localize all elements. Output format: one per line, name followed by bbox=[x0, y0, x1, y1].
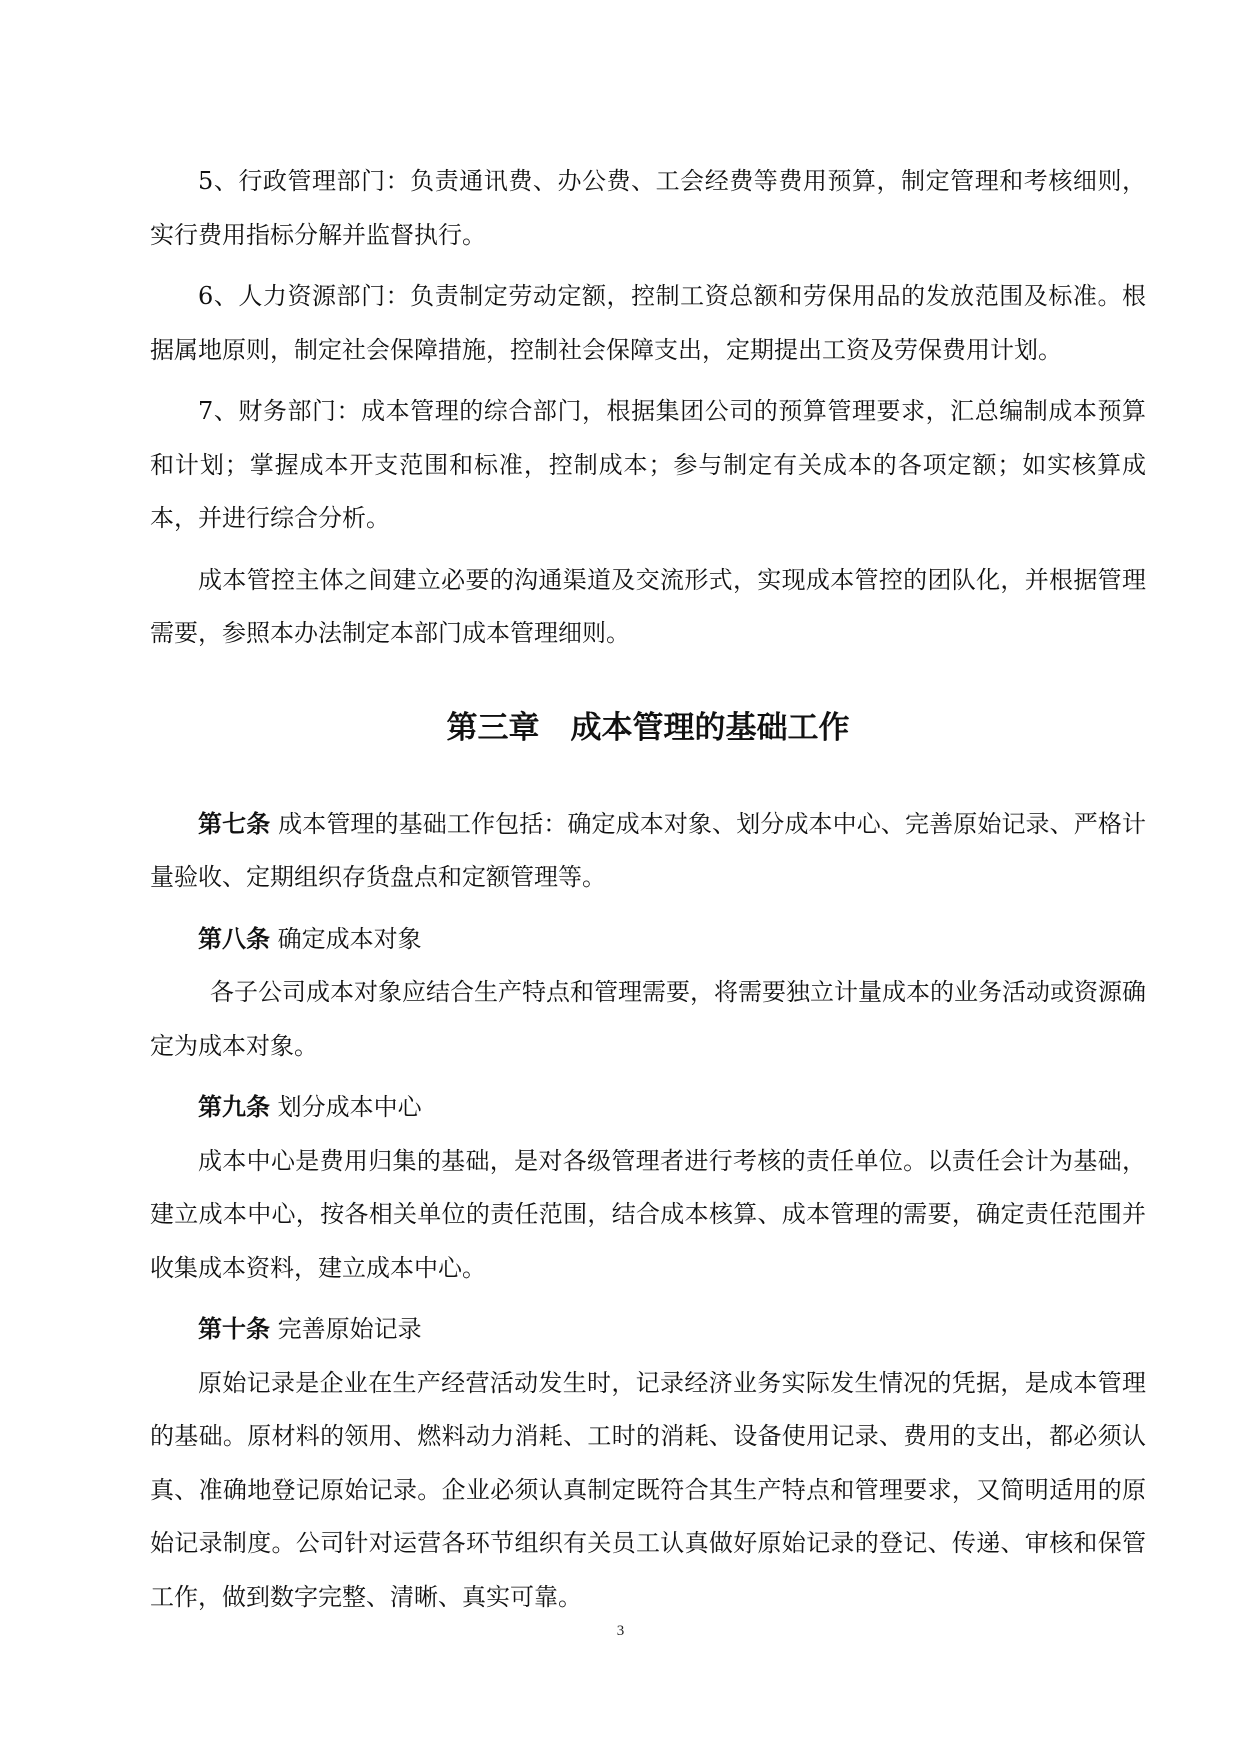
article-label: 第九条 bbox=[198, 1093, 270, 1121]
article-8-body bbox=[150, 966, 1146, 1073]
article-title: 划分成本中心 bbox=[277, 1093, 422, 1121]
chapter-title: 第三章 成本管理的基础工作 bbox=[446, 709, 850, 746]
article-10-body: 原始记录是企业在生产经营活动发生时，记录经济业务实际发生情况的凭据，是成本管理的基础。原材料的领用、燃料动力消耗、工时的消耗、设备使用记录、费用的支出，都必须认真、准确地登记原始记录。企业必须认真制定既符合其生产特点和管理要求，又简明适用的原始记录制度。公司针对运营各环节组织有关员工认真做好原始记录的登记、传递、审核和保管工作，做到数字完整、清晰、真实可靠。 bbox=[150, 1368, 1146, 1611]
article-text: 成本管理的基础工作包括：确定成本对象、划分成本中心、完善原始记录、严格计量验收、定期组织存货盘点和定额管理等。 bbox=[150, 809, 1147, 891]
document-page bbox=[150, 155, 1146, 1624]
paragraph-hr-dept: 6、人力资源部门：负责制定劳动定额，控制工资总额和劳保用品的发放范围及标准。根据属地原则，制定社会保障措施，控制社会保障支出，定期提出工资及劳保费用计划。 bbox=[150, 282, 1146, 364]
article-label: 第八条 bbox=[198, 924, 270, 953]
paragraph-finance-dept: 7、财务部门：成本管理的综合部门，根据集团公司的预算管理要求，汇总编制成本预算和计划；掌握成本开支范围和标准，控制成本；参与制定有关成本的各项定额；如实核算成本，并进行综合分析。 bbox=[150, 397, 1146, 532]
article-text: 各子公司成本对象应结合生产特点和管理需要，将需要独立计量成本的业务活动或资源确定为成本对象。 bbox=[150, 978, 1146, 1060]
article-label: 第十条 bbox=[198, 1315, 270, 1343]
article-label: 第七条 bbox=[198, 809, 271, 838]
article-title: 确定成本对象 bbox=[277, 924, 422, 953]
article-7 bbox=[150, 798, 1146, 905]
paragraph-admin-dept: 5、行政管理部门：负责通讯费、办公费、工会经费等费用预算，制定管理和考核细则，实行费用指标分解并监督执行。 bbox=[150, 167, 1146, 249]
article-10-heading bbox=[150, 1303, 1146, 1357]
page-number: 3 bbox=[616, 1623, 625, 1639]
article-8-heading bbox=[150, 913, 1146, 967]
article-9-body: 成本中心是费用归集的基础，是对各级管理者进行考核的责任单位。以责任会计为基础，建立成本中心，按各相关单位的责任范围，结合成本核算、成本管理的需要，确定责任范围并收集成本资料，建立成本中心。 bbox=[150, 1146, 1146, 1282]
paragraph-communication: 成本管控主体之间建立必要的沟通渠道及交流形式，实现成本管控的团队化，并根据管理需要，参照本办法制定本部门成本管理细则。 bbox=[150, 565, 1146, 647]
article-9-heading bbox=[150, 1081, 1146, 1135]
article-title: 完善原始记录 bbox=[277, 1315, 422, 1343]
